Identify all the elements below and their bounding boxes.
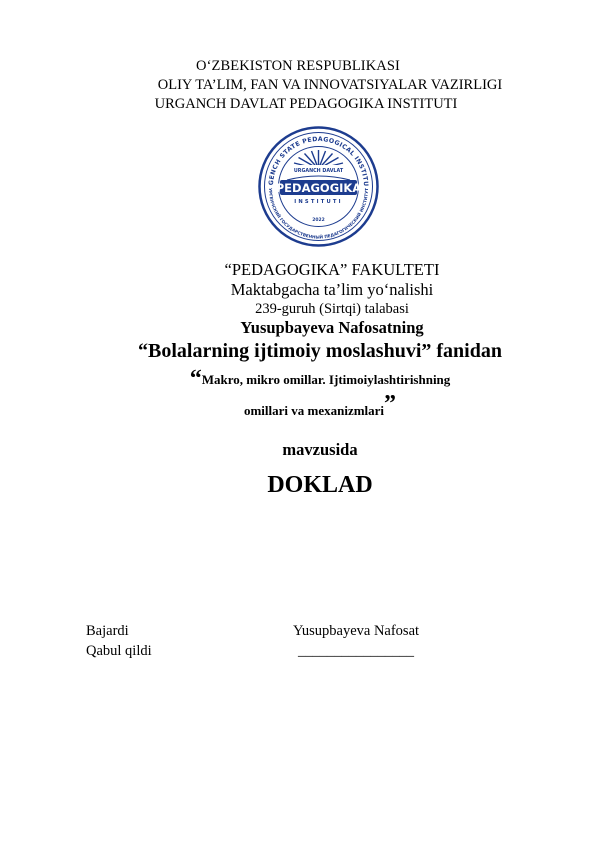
seal-svg xyxy=(257,125,380,248)
accepted-by-label: Qabul qildi xyxy=(86,643,152,659)
done-by-value: Yusupbayeva Nafosat xyxy=(293,623,420,639)
seal-main-text: PEDAGOGIKA xyxy=(275,180,362,195)
accepted-by-signature-line: ________________ xyxy=(298,643,414,659)
topic-text-1: Makro, mikro omillar. Ijtimoiylashtirishning xyxy=(201,372,451,387)
study-direction: Maktabgacha ta’lim yo‘nalishi xyxy=(230,280,434,299)
topic-caption: mavzusida xyxy=(282,440,358,459)
document-type-title: DOKLAD xyxy=(267,472,373,498)
seal-ring-text: GENCH STATE PEDAGOGICAL INSTITU xyxy=(267,135,370,187)
seal-year: 2022 xyxy=(312,218,325,223)
country-name: O‘ZBEKISTON RESPUBLIKASI xyxy=(196,58,400,74)
institute-name: URGANCH DAVLAT PEDAGOGIKA INSTITUTI xyxy=(154,96,458,112)
done-by-label: Bajardi xyxy=(86,623,129,639)
topic-open-quote: “ xyxy=(189,366,202,392)
seal-inner-text: URGANCH DAVLAT xyxy=(293,169,344,174)
subject-title: “Bolalarning ijtimoiy moslashuvi” fanidan xyxy=(138,340,502,362)
topic-close-quote: ” xyxy=(384,391,397,417)
topic-line-1 xyxy=(22,366,596,392)
faculty-name: “PEDAGOGIKA” FAKULTETI xyxy=(224,260,440,279)
student-group: 239-guruh (Sirtqi) talabasi xyxy=(255,301,409,317)
institute-seal-logo xyxy=(257,125,380,248)
seal-sub-text: INSTITUTI xyxy=(294,199,343,205)
ministry-name: OLIY TA’LIM, FAN VA INNOVATSIYALAR VAZIRLIGI xyxy=(157,77,503,93)
student-name: Yusupbayeva Nafosatning xyxy=(240,318,424,337)
topic-text-2: omillari va mexanizmlari xyxy=(243,403,385,418)
seal-ring-text-bottom: УРГЕНЧСКИЙ ГОСУДАРСТВЕННЫЙ ПЕДАГОГИЧЕСКИЙ ИНСТИТУТ xyxy=(267,187,370,240)
topic-line-2 xyxy=(22,391,596,419)
